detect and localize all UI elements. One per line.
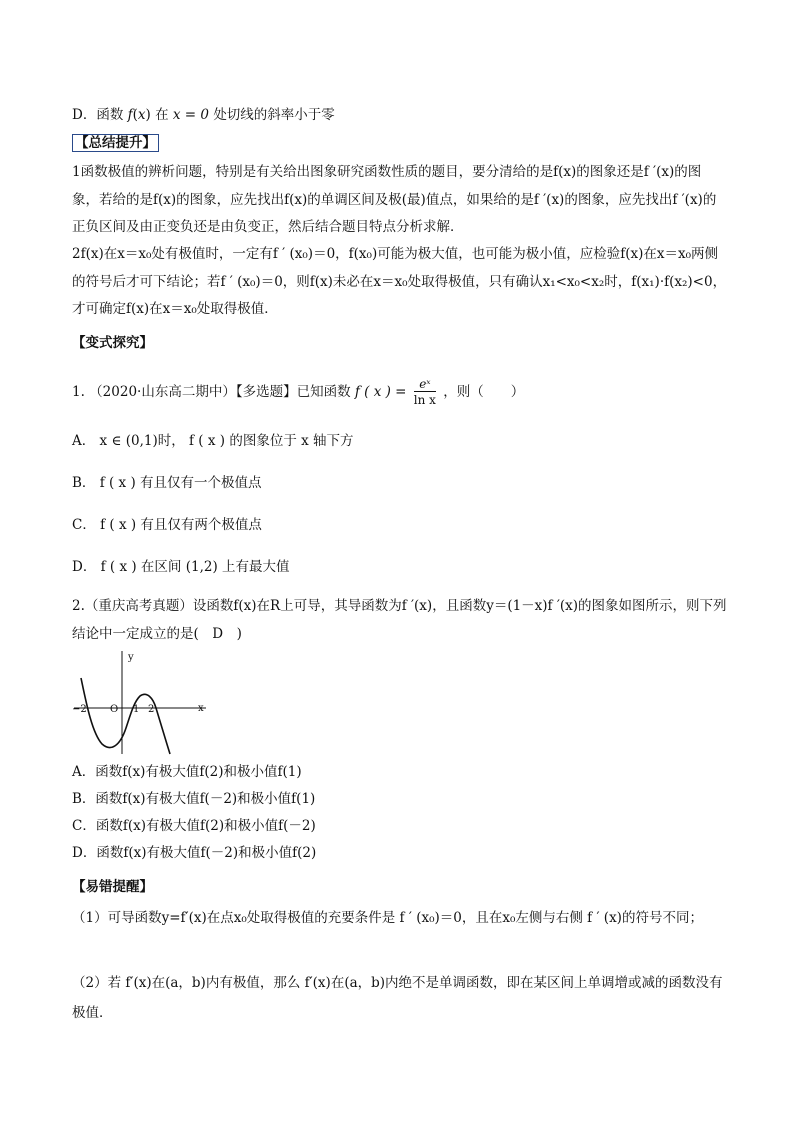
curve: [81, 678, 170, 754]
origin-label: O: [110, 704, 119, 715]
tick-label-neg2: −2: [72, 704, 87, 715]
variable-symbol: x: [137, 107, 146, 123]
y-axis-label: y: [128, 652, 134, 663]
pitfall-heading: 【易错提醒】: [72, 879, 153, 895]
q1-option-b: B． f ( x ) 有且仅有一个极值点: [72, 475, 262, 491]
q2-option-b: B．函数f(x)有极大值f(－2)和极小值f(1): [72, 791, 316, 807]
summary-paragraph-2: 2f(x)在x＝x₀处有极值时，一定有f ′ (x₀)＝0，f(x₀)可能为极大值，也可能为极小值，应检验f(x)在x＝x₀两侧的符号后才可下结论；若f ′ (x₀)＝0，则f(x)未必在x＝x₀处取得极值，只有确认x₁<x₀<x₂时，f(x₁)·f(x₂)<0，才可确定f(x)在x＝x₀处取得极值．: [72, 246, 727, 317]
q1-suffix: ，则（ ）: [443, 384, 525, 400]
question-2-stem: 2.（重庆高考真题）设函数f(x)在R上可导，其导函数为f ′(x)，且函数y＝(1－x)f ′(x)的图象如图所示，则下列结论中一定成立的是( D ): [72, 598, 727, 642]
q1-option-a: A． x ∈ (0,1)时， f ( x ) 的图象位于 x 轴下方: [72, 433, 354, 449]
summary-heading: [72, 129, 732, 157]
function-graph: [72, 648, 212, 760]
q1-prefix: 1. （2020·山东高二期中）【多选题】已知函数: [72, 384, 351, 400]
q1-denominator: ln x: [413, 393, 436, 407]
condition-expression: x = 0: [172, 107, 210, 123]
tick-label-1: 1: [133, 704, 140, 715]
q2-option-c: C．函数f(x)有极大值f(2)和极小值f(－2): [72, 818, 316, 834]
summary-paragraph-1: 1函数极值的辨析问题，特别是有关给出图象研究函数性质的题目，要分清给的是f(x)的图象还是f ′(x)的图象，若给的是f(x)的图象，应先找出f(x)的单调区间及极(最)值点，如果给的是f ′(x)的图象，应先找出f ′(x)的正负区间及由正变负还是由负变正，然后结合题目特点分析求解．: [72, 164, 717, 235]
q1-function: f ( x ) =: [354, 384, 407, 400]
paren-right: ): [145, 107, 151, 123]
q1-numerator: eˣ: [414, 377, 436, 392]
pitfall-paragraph-1: （1）可导函数y=f′(x)在点x₀处取得极值的充要条件是 f ′ (x₀)＝0，且在x₀左侧与右侧 f ′ (x)的符号不同；: [72, 910, 703, 926]
prev-option-d: [72, 101, 732, 129]
function-symbol: f: [127, 107, 133, 123]
paren-left: (: [132, 107, 138, 123]
q1-option-c: C． f ( x ) 有且仅有两个极值点: [72, 517, 262, 533]
summary-heading-text: 【总结提升】: [72, 134, 159, 152]
tick-label-2: 2: [148, 704, 155, 715]
pitfall-paragraph-2: （2）若 f′(x)在(a，b)内有极值，那么 f′(x)在(a，b)内绝不是单调函数，即在某区间上单调增或减的函数没有极值．: [72, 975, 723, 1021]
variant-heading: 【变式探究】: [72, 335, 153, 351]
q2-option-d: D．函数f(x)有极大值f(－2)和极小值f(2): [72, 845, 317, 861]
option-label: D．函数: [72, 107, 124, 123]
q2-option-a: A．函数f(x)有极大值f(2)和极小值f(1): [72, 764, 302, 780]
question-1-stem: [72, 374, 732, 410]
option-tail-text: 处切线的斜率小于零: [213, 107, 335, 123]
option-mid-text: 在: [155, 107, 169, 123]
q1-option-d: D． f ( x ) 在区间 (1,2) 上有最大值: [72, 559, 290, 575]
x-axis-label: x: [198, 703, 204, 714]
q1-fraction: [414, 377, 436, 408]
